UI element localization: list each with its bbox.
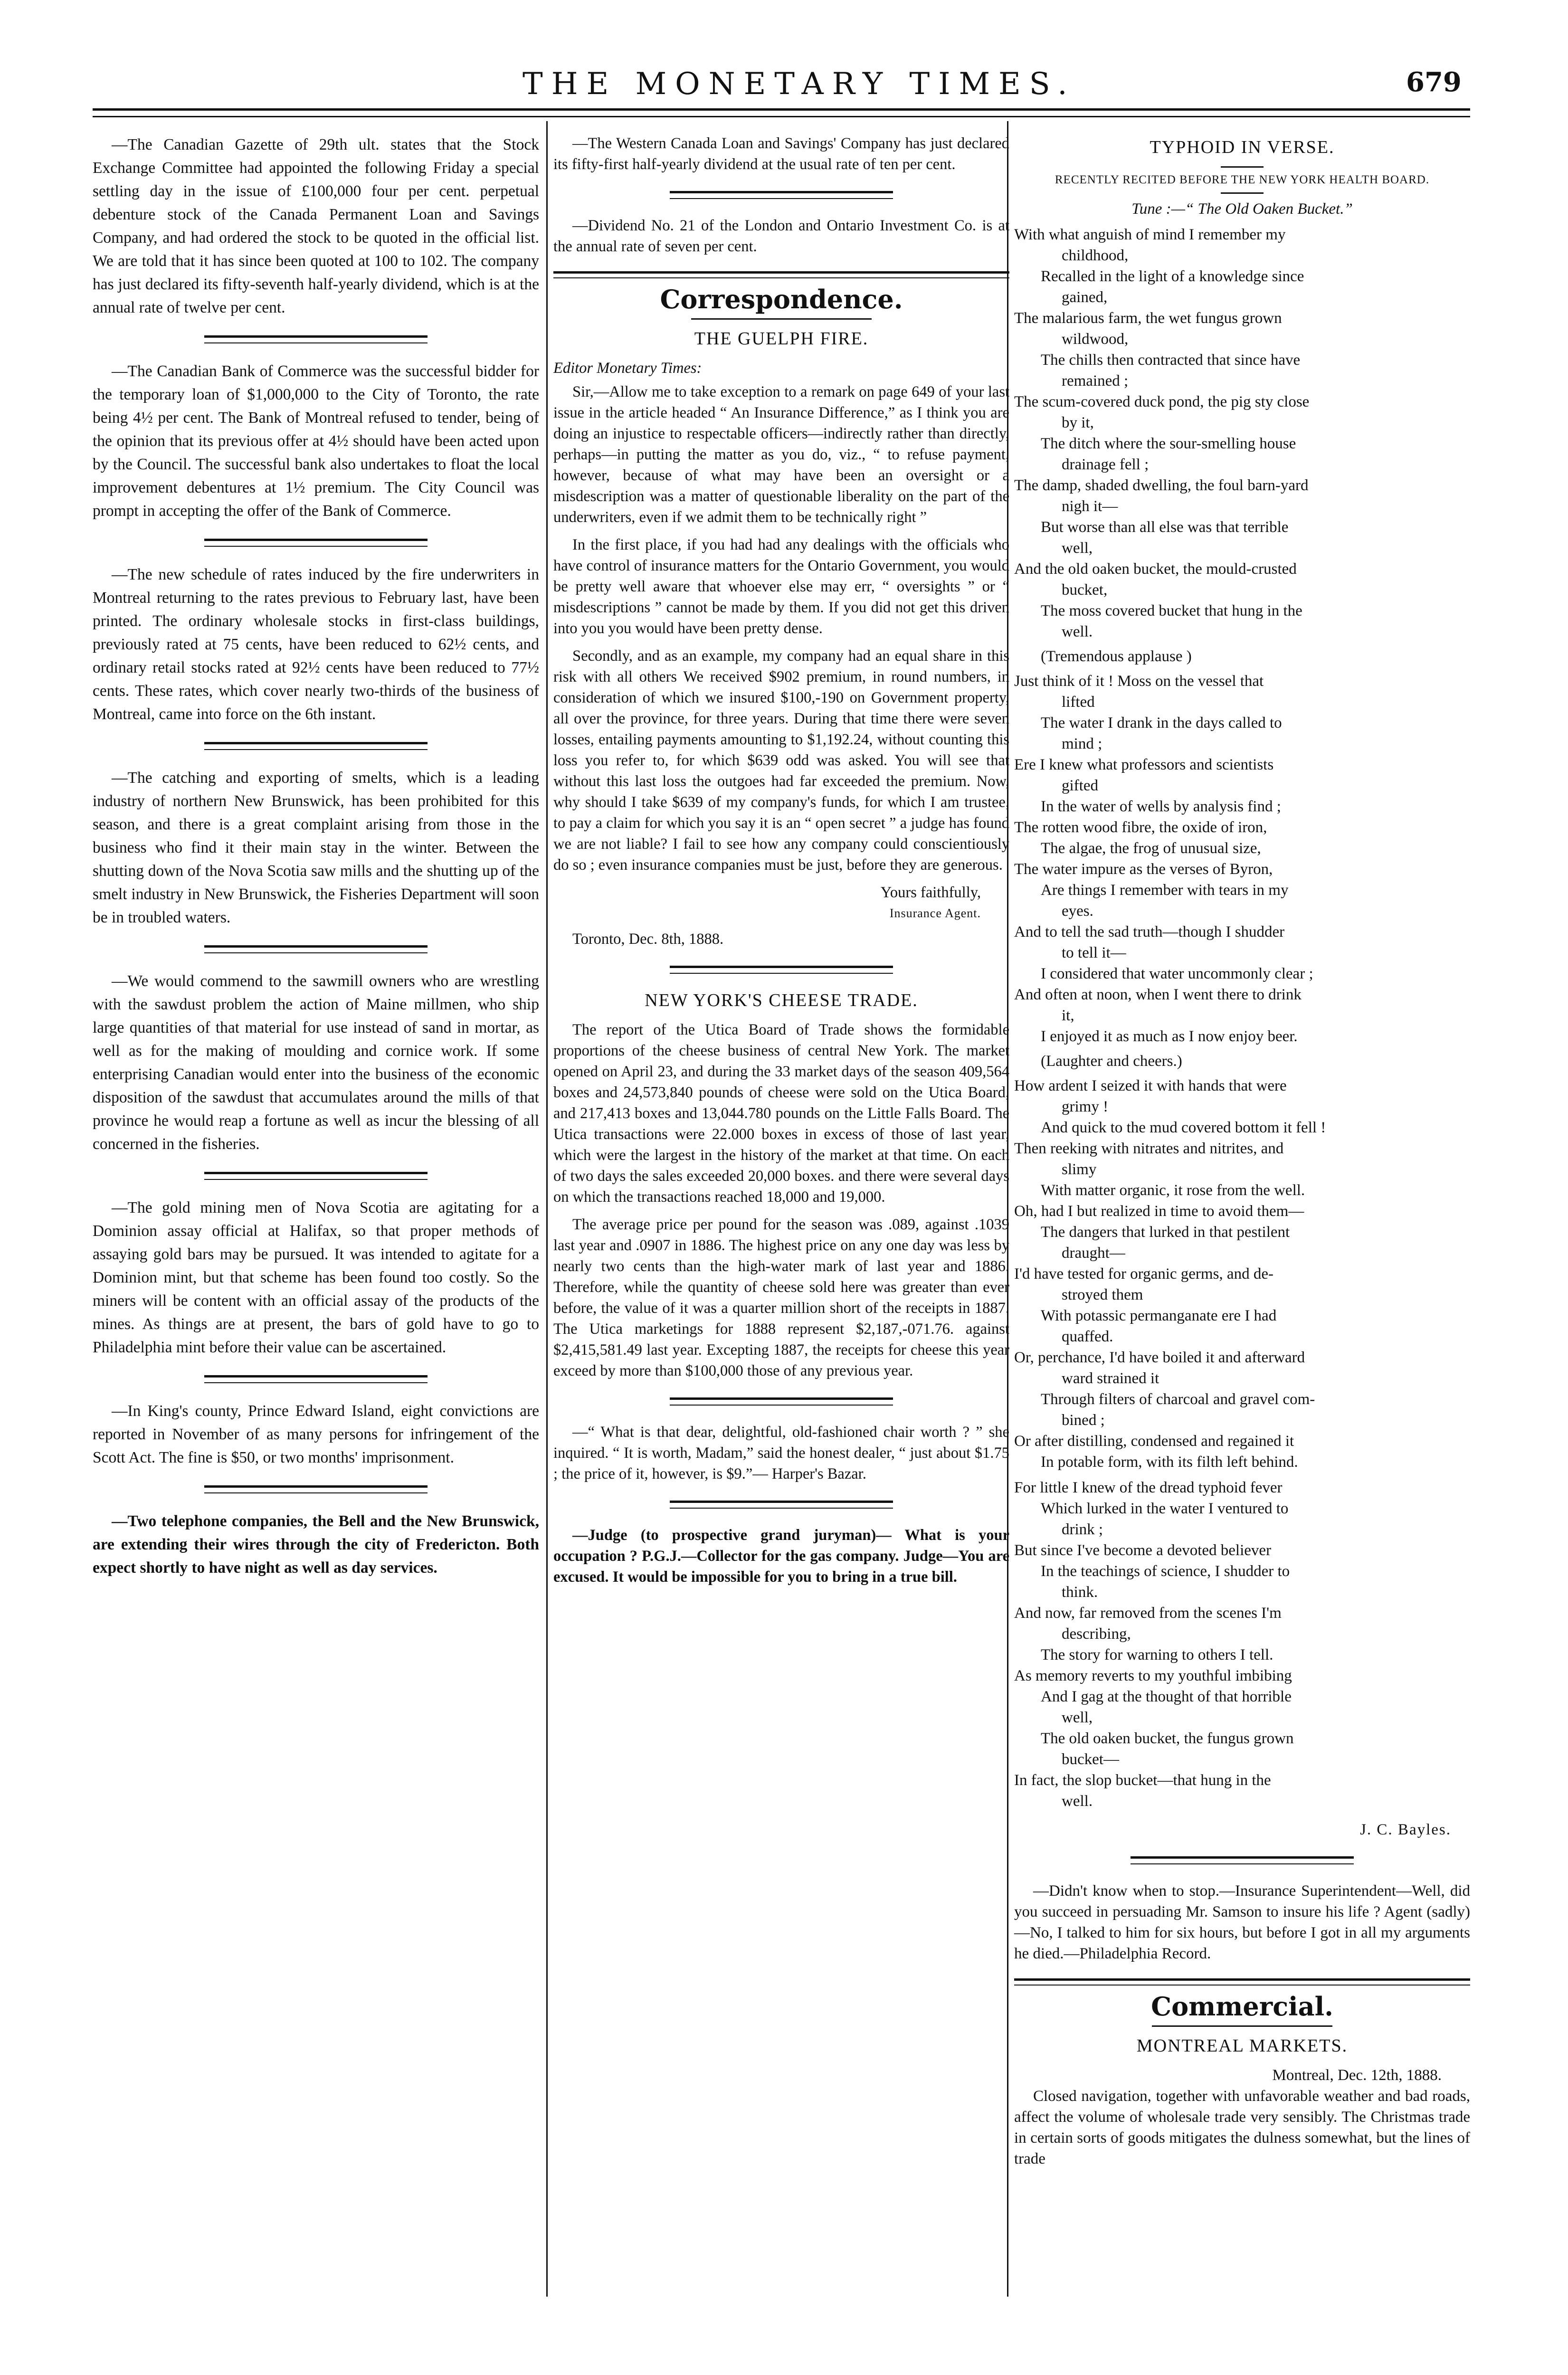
column-middle — [553, 133, 1009, 1594]
separator — [204, 1375, 428, 1383]
poem-line: Through filters of charcoal and gravel com- — [1041, 1391, 1315, 1408]
poem-line: it, — [1062, 1007, 1074, 1024]
poem-line: well, — [1062, 1709, 1093, 1726]
separator — [670, 191, 893, 199]
column-right — [1014, 133, 1470, 2176]
poem-line: nigh it— — [1062, 498, 1118, 515]
poem-subtitle: RECENTLY RECITED BEFORE THE NEW YORK HEALTH BOARD. — [1055, 173, 1430, 186]
separator — [670, 1397, 893, 1406]
poem-line: The ditch where the sour-smelling house — [1041, 435, 1296, 452]
poem-line: With what anguish of mind I remember my — [1014, 226, 1286, 243]
letter-dateline: Toronto, Dec. 8th, 1888. — [572, 931, 724, 948]
section-title-commercial: Commercial. — [1151, 1991, 1333, 2022]
poem-line: I'd have tested for organic germs, and de- — [1014, 1265, 1273, 1282]
poem-line: The water impure as the verses of Byron, — [1014, 861, 1273, 878]
separator — [204, 1172, 428, 1180]
poem-line: lifted — [1062, 694, 1095, 711]
poem-line: And quick to the mud covered bottom it fell ! — [1041, 1119, 1326, 1136]
poem-line: well, — [1062, 540, 1093, 557]
article-chair-joke: —“ What is that dear, delightful, old-fashioned chair worth ? ” she inquired. “ It is worth, Madam,” said the honest dealer, “ just about $1.75 ; the price of it, however, is $9.”— Harper's Bazar. — [553, 1424, 1009, 1482]
poem-line: bined ; — [1062, 1412, 1105, 1429]
header-rule-thin — [93, 116, 1470, 117]
market-dateline: Montreal, Dec. 12th, 1888. — [1272, 2067, 1442, 2084]
poem-line: The old oaken bucket, the fungus grown — [1041, 1730, 1294, 1747]
poem-line: wildwood, — [1062, 331, 1129, 348]
poem-line: The algae, the frog of unusual size, — [1041, 840, 1261, 857]
poem-line: Are things I remember with tears in my — [1041, 882, 1289, 899]
poem-line: Or, perchance, I'd have boiled it and afterward — [1014, 1349, 1305, 1366]
masthead-title: THE MONETARY TIMES. — [523, 66, 1076, 102]
poem-line: The scum-covered duck pond, the pig sty close — [1014, 393, 1310, 410]
separator — [1131, 1856, 1354, 1864]
poem-stage-direction: (Tremendous applause ) — [1041, 648, 1192, 665]
poem-line: remained ; — [1062, 372, 1129, 390]
poem-line: ward strained it — [1062, 1370, 1159, 1387]
letter-salutation: Editor Monetary Times: — [553, 360, 702, 377]
article-sawdust: —We would commend to the sawmill owners who are wrestling with the sawdust problem the action of Maine millmen, who ship large quantities of that material for use instead of sand in mortar, as well as for the making of moulding and cornice work. If some enterprising Canadian would enter into the business of the economic disposition of the sawdust that accumulates around the mills of that province he would reap a fortune as well as incur the blessing of all concerned in the fisheries. — [93, 972, 539, 1153]
letter-signature: Insurance Agent. — [889, 906, 981, 920]
poem-line: The moss covered bucket that hung in the — [1041, 602, 1302, 619]
poem-line: In the water of wells by analysis find ; — [1041, 798, 1281, 815]
poem-line: As memory reverts to my youthful imbibing — [1014, 1667, 1292, 1684]
letter-paragraph: Secondly, and as an example, my company had an equal share in this risk with all others We received $902 premium, in round numbers, in consideration of which we insured $100,-190 on Government property, all over the province, for three years. During that time there were seven losses, entailing payments amounting to $1,192.24, without counting this loss you refer to, for which $639 odd was asked. You will see that without this last loss the outgoes had far exceeded the premium. Now, why should I take $639 of my company's funds, for which I am trustee, to pay a claim for which you say it is an “ open secret ” a judge has found we are not liable? I fail to see how any company could conscientiously do so ; even insurance companies must be just, before they are generous. — [553, 647, 1009, 874]
separator — [670, 1501, 893, 1509]
poem-line: In fact, the slop bucket—that hung in the — [1014, 1772, 1271, 1789]
separator — [204, 335, 428, 343]
section-rule — [1014, 1978, 1470, 1986]
page-number: 679 — [1406, 66, 1462, 98]
poem-line: Or after distilling, condensed and regained it — [1014, 1433, 1294, 1450]
poem-line: But since I've become a devoted believer — [1014, 1542, 1272, 1559]
poem-line: bucket, — [1062, 581, 1108, 598]
article-gazette: —The Canadian Gazette of 29th ult. states that the Stock Exchange Committee had appointed the following Friday a special settling day in the issue of £100,000 four per cent. perpetual debenture stock of the Canada Permanent Loan and Savings Company, and had ordered the stock to be quoted in the official list. We are told that it has since been quoted at 100 to 102. The company has just declared its fifty-seventh half-yearly dividend, which is at the annual rate of twelve per cent. — [93, 136, 539, 316]
letter-closing: Yours faithfully, — [880, 884, 981, 901]
article-london-ontario: —Dividend No. 21 of the London and Ontario Investment Co. is at the annual rate of seven per cent. — [553, 217, 1009, 255]
separator — [1221, 166, 1264, 168]
poem-line: With matter organic, it rose from the well. — [1041, 1182, 1305, 1199]
poem-line: For little I knew of the dread typhoid fever — [1014, 1479, 1283, 1496]
poem-line: Which lurked in the water I ventured to — [1041, 1500, 1289, 1517]
column-divider-1 — [546, 121, 548, 2297]
section-rule — [553, 271, 1009, 278]
poem-line: With potassic permanganate ere I had — [1041, 1307, 1277, 1324]
separator — [204, 945, 428, 953]
cheese-paragraph: The report of the Utica Board of Trade shows the formidable proportions of the cheese business of central New York. The market opened on April 23, and during the 33 market days of the season 409,564 boxes and 24,573,840 pounds of cheese were sold on the Utica Board, and 217,413 boxes and 13,044.780 pounds on the Little Falls Board. The Utica transactions were 22.000 boxes in excess of those of last year, which were the largest in the history of the market at that time. On each of two days the sales exceeded 20,000 boxes. and there were several days on which the transactions reached 18,000 and 19,000. — [553, 1021, 1009, 1206]
separator — [670, 966, 893, 974]
poem-line: slimy — [1062, 1161, 1097, 1178]
poem-line: Then reeking with nitrates and nitrites, and — [1014, 1140, 1284, 1157]
section-title-correspondence: Correspondence. — [660, 284, 903, 314]
article-fire-rates: —The new schedule of rates induced by the fire underwriters in Montreal returning to the rates previous to February last, have been printed. The ordinary wholesale stocks in first-class buildings, previously rated at 75 cents, have been reduced to 62½ cents, and ordinary retail stocks rated at 92½ cents have been reduced to 77½ cents. These rates, which cover nearly two-thirds of the business of Montreal, came into force on the 6th instant. — [93, 566, 539, 723]
poem-line: by it, — [1062, 414, 1094, 431]
poem-verse — [1014, 224, 1470, 1812]
poem-line: drink ; — [1062, 1521, 1103, 1538]
market-text: Closed navigation, together with unfavorable weather and bad roads, affect the volume of wholesale trade very sensibly. The Christmas trade in certain sorts of goods mitigates the dulness somewhat, but the lines of trade — [1014, 2088, 1470, 2167]
poem-line: well. — [1062, 1793, 1093, 1810]
letter-paragraph: In the first place, if you had had any dealings with the officials who have control of insurance matters for the Ontario Government, you would be pretty well aware that whoever else may err, “ oversights ” or “ misdescriptions ” cannot be made by them. If you did not get this driven into you you would have been pretty dense. — [553, 536, 1009, 637]
poem-line: And the old oaken bucket, the mould-crusted — [1014, 560, 1297, 578]
cheese-title: NEW YORK'S CHEESE TRADE. — [645, 990, 918, 1010]
column-left — [93, 133, 539, 1586]
poem-line: And to tell the sad truth—though I shudder — [1014, 923, 1285, 940]
article-smelts: —The catching and exporting of smelts, which is a leading industry of northern New Brunswick, has been prohibited for this season, and there is a great complaint arising from those in the business who find it their main stay in the winter. Between the shutting down of the Nova Scotia saw mills and the shutting up of the smelt industry in New Brunswick, the Fisheries Department will soon be in troubled waters. — [93, 769, 539, 926]
poem-line: draught— — [1062, 1244, 1125, 1262]
separator — [1152, 2025, 1332, 2027]
separator — [204, 539, 428, 547]
article-judge-joke: —Judge (to prospective grand juryman)— What is your occupation ? P.G.J.—Collector for the gas company. Judge—You are excused. It would be impossible for you to bring in a true bill. — [553, 1527, 1009, 1586]
poem-line: Just think of it ! Moss on the vessel that — [1014, 673, 1264, 690]
separator — [691, 318, 872, 320]
poem-line: eyes. — [1062, 902, 1093, 920]
poem-line: describing, — [1062, 1625, 1131, 1643]
poem-line: grimy ! — [1062, 1098, 1109, 1115]
market-title: MONTREAL MARKETS. — [1136, 2036, 1348, 2056]
poem-line: And I gag at the thought of that horrible — [1041, 1688, 1292, 1705]
poem-line: How ardent I seized it with hands that were — [1014, 1077, 1287, 1094]
poem-author: J. C. Bayles. — [1360, 1821, 1451, 1838]
poem-line: stroyed them — [1062, 1286, 1143, 1303]
poem-line: The damp, shaded dwelling, the foul barn-yard — [1014, 477, 1309, 494]
poem-line: well. — [1062, 623, 1093, 640]
poem-line: The malarious farm, the wet fungus grown — [1014, 310, 1282, 327]
article-western-canada: —The Western Canada Loan and Savings' Company has just declared its fifty-first half-yearly dividend at the usual rate of ten per cent. — [553, 135, 1009, 173]
poem-line: childhood, — [1062, 247, 1129, 264]
separator — [1221, 192, 1264, 194]
poem-line: And often at noon, when I went there to drink — [1014, 986, 1302, 1003]
article-gold-mining: —The gold mining men of Nova Scotia are agitating for a Dominion assay official at Halifax, so that proper methods of assaying gold bars may be pursued. It was intended to agitate for a Dominion mint, but that scheme has been found too costly. So the miners will be content with an official assay of the products of the mines. As things are at present, the bars of gold have to go to Philadelphia mint before their value can be ascertained. — [93, 1199, 539, 1356]
poem-line: The water I drank in the days called to — [1041, 714, 1282, 732]
poem-line: Recalled in the light of a knowledge since — [1041, 268, 1304, 285]
poem-line: And now, far removed from the scenes I'm — [1014, 1605, 1282, 1622]
cheese-paragraph: The average price per pound for the season was .089, against .1039 last year and .0907 in 1886. The highest price on any one day was less by nearly two cents than the high-water mark of last year and 1886. Therefore, while the quantity of cheese sold here was greater than ever before, the value of it was a quarter million short of the receipts in 1887. The Utica marketings for 1888 represent $2,187,-071.76. against $2,415,581.49 last year. Excepting 1887, the receipts for cheese this year exceed by more than $100,000 those of any previous year. — [553, 1216, 1009, 1379]
poem-line: mind ; — [1062, 735, 1102, 752]
letter-title: THE GUELPH FIRE. — [694, 329, 869, 349]
poem-line: Oh, had I but realized in time to avoid them— — [1014, 1203, 1304, 1220]
poem-tune: Tune :—“ The Old Oaken Bucket.” — [1131, 200, 1353, 218]
poem-line: bucket— — [1062, 1751, 1119, 1768]
header-rule — [93, 108, 1470, 111]
poem-line: quaffed. — [1062, 1328, 1113, 1345]
poem-line: In the teachings of science, I shudder to — [1041, 1563, 1290, 1580]
article-bank-commerce: —The Canadian Bank of Commerce was the successful bidder for the temporary loan of $1,000,000 to the City of Toronto, the rate being 4½ per cent. The Bank of Montreal refused to tender, being of the opinion that its previous offer at 4½ should have been acted upon by the Council. The successful bank also undertakes to float the local improvement debentures at 1½ premium. The City Council was prompt in accepting the offer of the Bank of Commerce. — [93, 362, 539, 520]
article-insurance-joke: —Didn't know when to stop.—Insurance Superintendent—Well, did you succeed in persuading Mr. Samson to insure his life ? Agent (sadly)—No, I talked to him for six hours, but before I got in all my arguments he died.—Philadelphia Record. — [1014, 1882, 1470, 1962]
separator — [204, 742, 428, 750]
poem-line: think. — [1062, 1584, 1098, 1601]
separator — [204, 1485, 428, 1493]
poem-line: gifted — [1062, 777, 1098, 794]
poem-line: The dangers that lurked in that pestilent — [1041, 1224, 1290, 1241]
poem-line: to tell it— — [1062, 944, 1126, 961]
poem-line: Ere I knew what professors and scientists — [1014, 756, 1274, 773]
poem-line: But worse than all else was that terrible — [1041, 519, 1289, 536]
poem-line: gained, — [1062, 289, 1108, 306]
poem-stage-direction: (Laughter and cheers.) — [1041, 1053, 1182, 1070]
poem-line: drainage fell ; — [1062, 456, 1149, 473]
poem-line: The story for warning to others I tell. — [1041, 1646, 1273, 1663]
poem-line: I considered that water uncommonly clear ; — [1041, 965, 1313, 982]
poem-line: In potable form, with its filth left behind. — [1041, 1454, 1298, 1471]
poem-title: TYPHOID IN VERSE. — [1150, 137, 1335, 157]
poem-line: The chills then contracted that since have — [1041, 352, 1301, 369]
article-kings-county: —In King's county, Prince Edward Island, eight convictions are reported in November of as many persons for infringement of the Scott Act. The fine is $50, or two months' imprisonment. — [93, 1402, 539, 1466]
poem-line: The rotten wood fibre, the oxide of iron, — [1014, 819, 1267, 836]
poem-line: I enjoyed it as much as I now enjoy beer. — [1041, 1028, 1298, 1045]
article-telephone: —Two telephone companies, the Bell and the New Brunswick, are extending their wires through the city of Fredericton. Both expect shortly to have night as well as day services. — [93, 1512, 539, 1577]
letter-paragraph: Sir,—Allow me to take exception to a remark on page 649 of your last issue in the article headed “ An Insurance Difference,” as I think you are doing an injustice to respectable officers—indirectly rather than directly, perhaps—in putting the matter as you do, viz., “ to refuse payment, however, because of what may have been an oversight or a misdescription was a matter of questionable liberality on the part of the underwriters, even if we admit them to be technically right ” — [553, 383, 1009, 526]
